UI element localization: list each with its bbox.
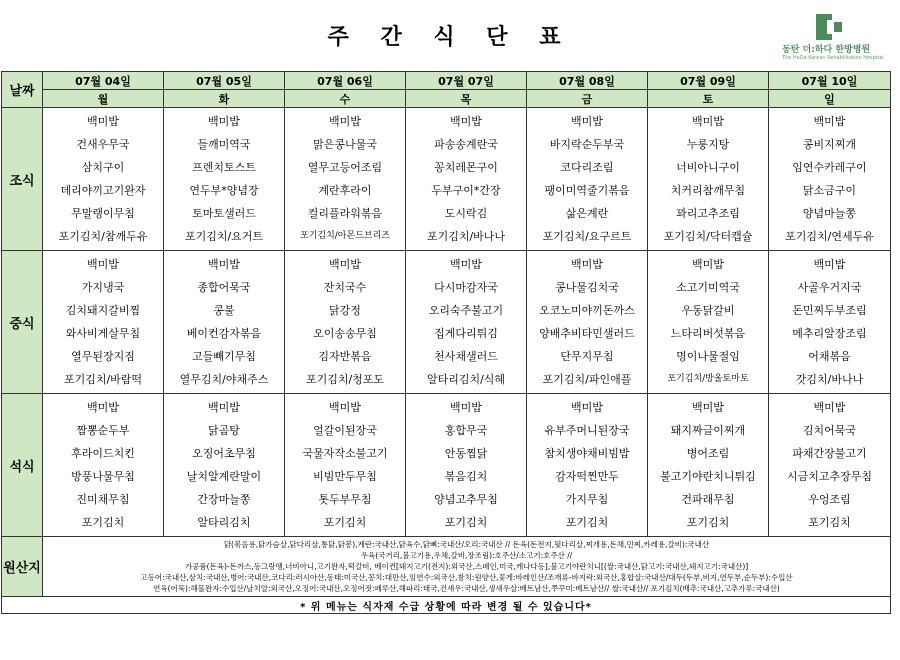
menu-item: 삼치구이 <box>81 161 125 174</box>
menu-item: 오리숙주불고기 <box>428 304 504 317</box>
menu-item: 백미밥 <box>813 115 846 128</box>
menu-item: 포기김치/파인애플 <box>542 373 632 386</box>
menu-item: 백미밥 <box>692 258 724 271</box>
menu-item: 포기김치/바나나 <box>426 230 506 243</box>
menu-item: 포기김치/요구르트 <box>542 230 632 243</box>
menu-item: 코다리조림 <box>560 161 614 174</box>
menu-item: 우동닭갈비 <box>681 304 735 317</box>
menu-item: 포기김치/연세두유 <box>785 230 874 243</box>
meal-row <box>2 108 891 251</box>
menu-cell <box>527 394 648 537</box>
menu-item: 백미밥 <box>208 258 240 271</box>
menu-item: 홍합무국 <box>444 424 488 437</box>
menu-item: 양념고추무침 <box>434 493 498 506</box>
menu-cell <box>648 108 769 251</box>
weekday-cell: 금 <box>527 90 648 108</box>
weekday-cell: 일 <box>769 90 891 108</box>
menu-item: 파채간장불고기 <box>792 447 867 460</box>
menu-cell <box>527 108 648 251</box>
menu-cell <box>43 394 164 537</box>
meal-label: 조식 <box>2 108 43 251</box>
menu-change-notice: * 위 메뉴는 식자재 수급 상황에 따라 변경 될 수 있습니다* <box>2 597 891 614</box>
menu-item: 백미밥 <box>329 258 361 271</box>
menu-item: 백미밥 <box>329 115 361 128</box>
weekday-cell: 목 <box>406 90 527 108</box>
menu-cell <box>164 251 285 394</box>
menu-cell <box>164 394 285 537</box>
meal-label: 중식 <box>2 251 43 394</box>
menu-item: 양념마늘쫑 <box>802 207 857 220</box>
menu-item: 안동찜닭 <box>444 447 488 460</box>
origin-line: 연육(어묵):해물완자:수입산/날치알:외국산,오징어:국내산,오징어젓:페루산,해파리:태국,건새우:국내산,생새우살:베트남산,쭈꾸미:베트남산// 쌀:국내산// 포기김치(배추:국내산,고추가루:국내산) <box>153 584 780 593</box>
weekday-cell: 화 <box>164 90 285 108</box>
menu-item: 데리야끼고기완자 <box>60 184 146 197</box>
menu-item: 비빔만두무침 <box>313 470 377 483</box>
menu-item: 참치생야채비빔밥 <box>544 447 630 460</box>
menu-item: 닭강정 <box>329 304 361 317</box>
menu-item: 갓김치/바나나 <box>795 373 864 386</box>
menu-item: 고들빼기무침 <box>192 350 256 363</box>
menu-item: 백미밥 <box>571 401 603 414</box>
menu-item: 포기김치/바람떡 <box>63 373 143 386</box>
menu-item: 느타리버섯볶음 <box>670 327 746 340</box>
menu-cell <box>527 251 648 394</box>
menu-item: 포기김치/청포도 <box>305 373 385 386</box>
date-header-label: 날짜 <box>2 72 43 108</box>
menu-item: 컬리플라워볶음 <box>307 207 383 220</box>
menu-item: 명이나물절임 <box>676 350 740 363</box>
weekday-cell: 토 <box>648 90 769 108</box>
menu-item: 열무김치/야채주스 <box>179 373 269 386</box>
menu-item: 김자반볶음 <box>318 350 372 363</box>
menu-item: 감자떡찐만두 <box>555 470 619 483</box>
notice-row <box>2 597 891 614</box>
menu-item: 바지락순두부국 <box>549 138 625 151</box>
hospital-logo <box>782 14 894 70</box>
origin-line: 고등어:국내산,삼치:국내산,병어:국내산,코다리:러시아산,동태:미국산,꽁치:대만산,임연수:외국산,참치:원양산,꽃게:바레인산/조개류-바지락:외국산,홍합살:국내산/대두(두부,비지,연두부,순두부):수입산 <box>140 573 793 582</box>
menu-item: 백미밥 <box>329 401 361 414</box>
menu-item: 김치어묵국 <box>802 424 857 437</box>
menu-item: 꽁치레몬구이 <box>434 161 498 174</box>
menu-item: 백미밥 <box>87 401 119 414</box>
menu-item: 국물자작소불고기 <box>302 447 388 460</box>
menu-item: 볶음김치 <box>444 470 488 483</box>
menu-item: 프렌치토스트 <box>192 161 256 174</box>
menu-item: 백미밥 <box>813 401 846 414</box>
menu-item: 오이송송무침 <box>313 327 377 340</box>
menu-item: 포기김치/방울토마토 <box>667 374 749 384</box>
menu-item: 와사비게살무침 <box>65 327 141 340</box>
menu-item: 베이컨감자볶음 <box>186 327 262 340</box>
menu-item: 어채볶음 <box>808 350 851 363</box>
menu-item: 콩나물김치국 <box>555 281 619 294</box>
menu-item: 포기김치 <box>565 516 609 529</box>
menu-item: 토마토샐러드 <box>192 207 256 220</box>
date-cell: 07월 07일 <box>406 72 527 90</box>
menu-item: 백미밥 <box>571 258 603 271</box>
menu-item: 짬뽕순두부 <box>76 424 130 437</box>
menu-item: 백미밥 <box>87 115 119 128</box>
menu-cell <box>285 251 406 394</box>
menu-item: 돼지짜글이찌개 <box>670 424 746 437</box>
menu-item: 포기김치/아몬드브리즈 <box>300 231 390 241</box>
origin-info <box>43 537 891 597</box>
menu-item: 삶은계란 <box>565 207 609 220</box>
menu-item: 얼갈이된장국 <box>313 424 377 437</box>
menu-item: 백미밥 <box>450 258 482 271</box>
weekday-cell: 월 <box>43 90 164 108</box>
menu-item: 닭곰탕 <box>208 424 240 437</box>
menu-item: 포기김치/요거트 <box>184 230 264 243</box>
menu-item: 알타리김치/식혜 <box>426 373 506 386</box>
menu-item: 가지무침 <box>565 493 609 506</box>
menu-item: 오코노미야끼돈까스 <box>539 304 635 317</box>
menu-item: 닭소금구이 <box>802 184 857 197</box>
menu-item: 연두부*양념장 <box>189 184 259 197</box>
date-cell: 07월 04일 <box>43 72 164 90</box>
menu-item: 진미채무침 <box>76 493 130 506</box>
menu-item: 사골우거지국 <box>797 281 862 294</box>
menu-item: 우엉조림 <box>808 493 851 506</box>
origin-line: 닭(볶음용,닭가슴살,닭다리살,통닭,닭봉),계란:국내산,닭육수,닭뼈:국내산/오리:국내산 // 돈육(돈전지,뒷다리살,찌개용,돈채,민찌,카레용,갈비):국내산 <box>223 540 710 549</box>
menu-item: 집게다리튀김 <box>434 327 498 340</box>
menu-cell <box>769 251 891 394</box>
menu-item: 날치알계란말이 <box>186 470 262 483</box>
menu-item: 다시마감자국 <box>434 281 498 294</box>
menu-item: 열무된장지짐 <box>71 350 135 363</box>
origin-line: 가공품(돈육)-돈까스,동그랑땡,너비아니,고기완자,떡갈비, 베이컨[돼지고기(전지):외국산,스페인,미국,캐나다등],불고기야란치니[(쌀:국내산,닭고기:국내산,돼지고기:국내산)] <box>184 562 749 571</box>
menu-item: 무말랭이무침 <box>71 207 135 220</box>
meal-label: 석식 <box>2 394 43 537</box>
menu-item: 포기김치 <box>444 516 488 529</box>
menu-item: 메추리알장조림 <box>792 327 867 340</box>
menu-item: 백미밥 <box>692 115 724 128</box>
menu-item: 백미밥 <box>813 258 846 271</box>
weekday-header-row <box>2 90 891 108</box>
menu-item: 가지냉국 <box>81 281 125 294</box>
origin-line: 우육(국거리,불고기용,우채,갈비,장조림):호주산/소고기:호주산 // <box>360 551 573 560</box>
menu-item: 파송송계란국 <box>434 138 498 151</box>
menu-cell <box>43 108 164 251</box>
menu-item: 계란후라이 <box>318 184 372 197</box>
menu-cell <box>164 108 285 251</box>
hospital-english-name: The HaDa Korean Rehabilitation Hospital <box>782 55 884 61</box>
menu-cell <box>648 394 769 537</box>
menu-item: 팽이미역줄기볶음 <box>544 184 630 197</box>
meal-row <box>2 251 891 394</box>
menu-item: 백미밥 <box>87 258 119 271</box>
menu-item: 백미밥 <box>450 115 482 128</box>
menu-item: 건새우무국 <box>76 138 130 151</box>
date-cell: 07월 09일 <box>648 72 769 90</box>
menu-item: 양배추비타민샐러드 <box>539 327 635 340</box>
menu-cell <box>648 251 769 394</box>
menu-item: 포기김치 <box>323 516 367 529</box>
menu-item: 알타리김치 <box>197 516 251 529</box>
menu-item: 너비아니구이 <box>676 161 740 174</box>
menu-cell <box>285 394 406 537</box>
menu-item: 포기김치/참깨두유 <box>58 230 148 243</box>
menu-item: 시금치고추장무침 <box>786 470 872 483</box>
menu-item: 소고기미역국 <box>676 281 740 294</box>
menu-item: 방풍나물무침 <box>71 470 135 483</box>
meal-row <box>2 394 891 537</box>
menu-item: 백미밥 <box>571 115 603 128</box>
weekday-cell: 수 <box>285 90 406 108</box>
menu-cell <box>43 251 164 394</box>
menu-item: 돈민찌두부조림 <box>792 304 867 317</box>
menu-item: 간장마늘쫑 <box>197 493 251 506</box>
date-header-row <box>2 72 891 90</box>
origin-row <box>2 537 891 597</box>
menu-item: 열무고등어조림 <box>307 161 383 174</box>
menu-item: 치커리참깨무침 <box>670 184 746 197</box>
menu-item: 꽈리고추조림 <box>676 207 740 220</box>
origin-label: 원산지 <box>2 537 43 597</box>
menu-item: 누룽지탕 <box>686 138 730 151</box>
menu-item: 임연수카레구이 <box>792 161 867 174</box>
menu-item: 후라이드치킨 <box>71 447 135 460</box>
menu-cell <box>769 108 891 251</box>
menu-item: 포기김치/닥터캡슐 <box>663 230 753 243</box>
menu-item: 백미밥 <box>208 401 240 414</box>
menu-item: 김치돼지갈비찜 <box>65 304 141 317</box>
menu-item: 톳두부무침 <box>318 493 372 506</box>
menu-item: 천사채샐러드 <box>434 350 498 363</box>
menu-cell <box>769 394 891 537</box>
menu-item: 병어조림 <box>686 447 730 460</box>
menu-item: 포기김치 <box>81 516 125 529</box>
menu-item: 단무지무침 <box>560 350 614 363</box>
menu-item: 백미밥 <box>208 115 240 128</box>
menu-cell <box>406 108 527 251</box>
date-cell: 07월 05일 <box>164 72 285 90</box>
date-cell: 07월 06일 <box>285 72 406 90</box>
menu-item: 두부구이*간장 <box>431 184 501 197</box>
menu-item: 도시락김 <box>444 207 488 220</box>
page-title: 주 간 식 단 표 <box>327 25 573 50</box>
menu-cell <box>285 108 406 251</box>
menu-item: 불고기야란치니튀김 <box>660 470 756 483</box>
menu-item: 맑은콩나물국 <box>313 138 377 151</box>
date-cell: 07월 10일 <box>769 72 891 90</box>
hospital-name: 동탄 더:하다 한방병원 <box>782 45 871 55</box>
menu-item: 잔치국수 <box>323 281 367 294</box>
hospital-logo-mark-icon <box>816 14 842 40</box>
menu-item: 콩비지찌개 <box>802 138 857 151</box>
menu-item: 오징어초무침 <box>192 447 256 460</box>
menu-item: 백미밥 <box>450 401 482 414</box>
menu-cell <box>406 251 527 394</box>
menu-item: 종합어묵국 <box>197 281 251 294</box>
menu-item: 건파래무침 <box>681 493 735 506</box>
menu-item: 포기김치 <box>808 516 851 529</box>
date-cell: 07월 08일 <box>527 72 648 90</box>
menu-item: 콩불 <box>213 304 235 317</box>
menu-cell <box>406 394 527 537</box>
menu-item: 유부주머니된장국 <box>544 424 630 437</box>
menu-item: 백미밥 <box>692 401 724 414</box>
weekly-menu-table <box>1 71 891 614</box>
menu-item: 포기김치 <box>686 516 730 529</box>
menu-item: 들깨미역국 <box>197 138 251 151</box>
